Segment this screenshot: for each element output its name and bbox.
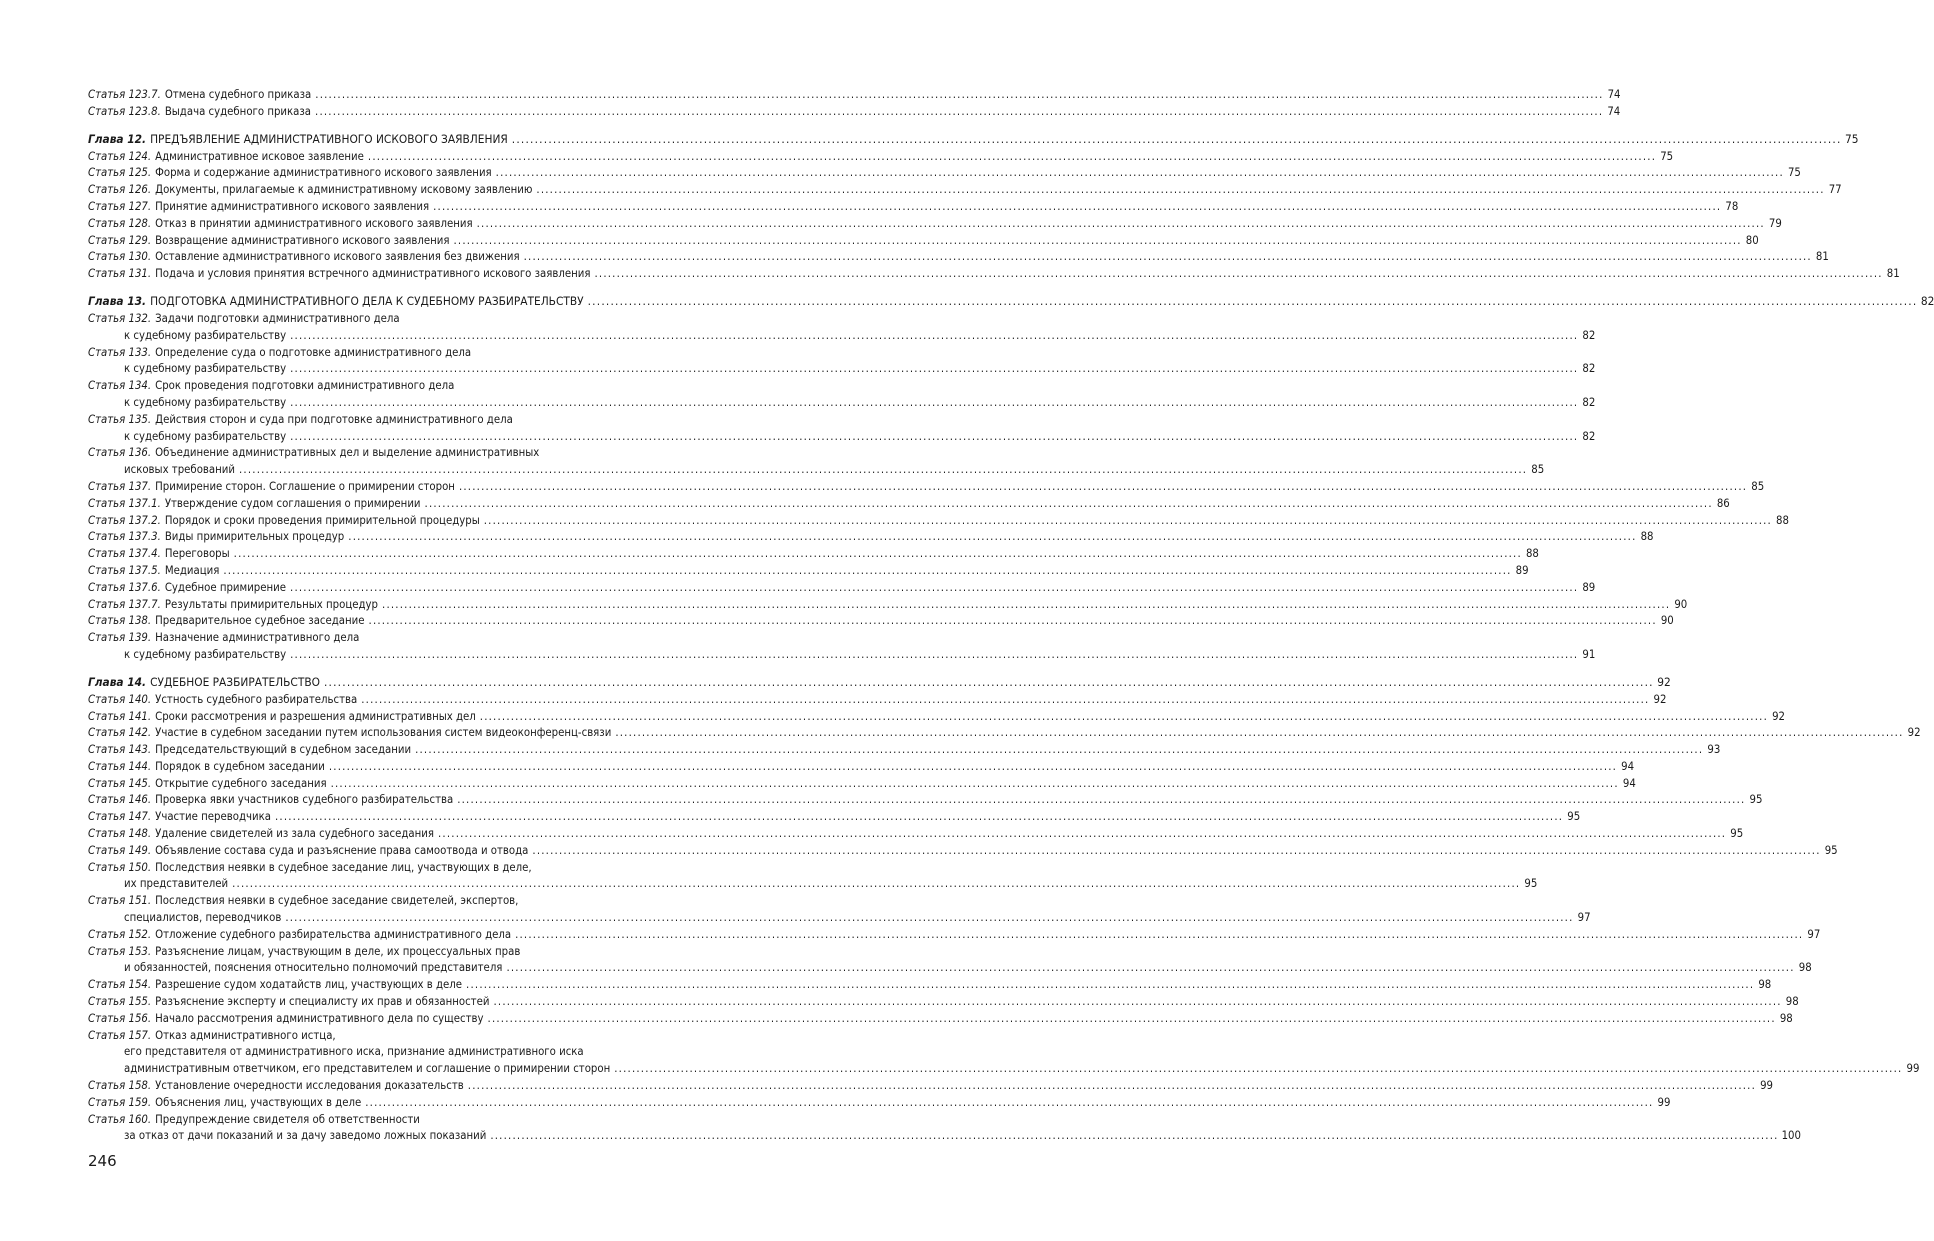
entry-label: Статья 124. [88,149,152,163]
entry-label: Статья 150. [88,860,152,874]
entry-title: Разрешение судом ходатайств лиц, участвующих в деле [155,978,463,992]
toc-entry [88,199,1739,217]
dot-leader [532,183,1827,196]
toc-entry [88,149,1674,167]
entry-label: Статья 125. [88,166,152,180]
entry-label: Статья 137.3. [88,530,161,544]
entry-label: Статья 130. [88,250,152,264]
entry-page: 82 [1582,362,1596,376]
entry-page: 98 [1785,995,1799,1009]
entry-title: Удаление свидетелей из зала судебного заседания [155,827,434,841]
entry-page: 77 [1828,183,1842,197]
entry-label: Статья 126. [88,183,152,197]
toc-entry [88,614,1674,631]
entry-title-continued: исковых требований [124,463,235,477]
toc-entry [88,166,1801,183]
entry-title-continued: к судебному разбирательству [124,328,287,342]
entry-page: 75 [1787,166,1801,180]
entry-title: Медиация [164,563,220,577]
toc-entry [88,513,1789,531]
dot-leader [235,463,1530,476]
entry-title: Установление очередности исследования доказательств [155,1079,464,1093]
entry-title: ПОДГОТОВКА АДМИНИСТРАТИВНОГО ДЕЛА К СУДЕБНОМУ РАЗБИРАТЕЛЬСТВУ [150,293,584,308]
entry-title: Последствия неявки в судебное заседание лиц, участвующих в деле, [155,860,532,874]
toc-entry [88,1079,1774,1096]
toc-entry-continuation [88,647,1596,665]
entry-title: Объявление состава суда и разъяснение права самоотвода и отвода [155,843,529,857]
dot-leader [462,978,1757,991]
toc-entry-continuation [88,362,1596,379]
entry-title: Назначение административного дела [155,631,360,645]
entry-page: 89 [1582,580,1596,594]
dot-leader [286,648,1581,661]
entry-title: Последствия неявки в судебное заседание свидетелей, экспертов, [155,894,519,908]
entry-title: Разъяснение эксперту и специалисту их прав и обязанностей [155,995,490,1009]
toc-entry [88,547,1539,564]
dot-leader [320,675,1657,689]
entry-title: Предварительное судебное заседание [155,614,365,628]
entry-label: Статья 158. [88,1079,152,1093]
entry-page: 74 [1607,88,1621,101]
entry-label: Статья 157. [88,1028,152,1042]
toc-entry [88,580,1596,598]
entry-title: Оставление административного искового заявления без движения [155,250,520,264]
entry-page: 85 [1751,479,1765,493]
dot-leader [492,166,1787,179]
entry-label: Статья 129. [88,233,152,247]
entry-page: 82 [1582,429,1596,443]
chapter-heading [88,674,1671,693]
dot-leader [411,743,1706,756]
entry-label: Статья 151. [88,894,152,908]
section-gap [88,665,710,675]
entry-page: 95 [1524,877,1538,891]
toc-entry-continuation [88,1129,1801,1146]
toc-entry-continuation [88,1062,1920,1079]
toc-entry-continuation [88,463,1545,480]
entry-title-continued: к судебному разбирательству [124,362,287,376]
entry-page: 81 [1815,250,1829,264]
toc-entry [88,267,1900,284]
toc-entry [88,631,710,648]
dot-leader [476,710,1771,723]
toc-entry [88,250,1829,267]
entry-title: Определение суда о подготовке административного дела [155,345,472,359]
dot-leader [271,810,1566,823]
entry-title: Начало рассмотрения административного дела по существу [155,1011,484,1025]
entry-page: 82 [1582,395,1596,409]
dot-leader [528,844,1823,857]
dot-leader [230,547,1525,560]
entry-title: Выдача судебного приказа [164,104,312,118]
entry-page: 95 [1824,843,1838,857]
toc-entry [88,692,1667,710]
entry-title: Принятие административного искового заявления [155,199,430,213]
entry-title-continued: к судебному разбирательству [124,647,287,661]
table-of-contents [88,88,1934,1146]
entry-page: 99 [1760,1079,1774,1093]
dot-leader [610,1062,1905,1075]
entry-title: Участие в судебном заседании путем использования систем видеоконференц-связи [155,726,612,740]
dot-leader [361,1096,1656,1109]
entry-title: Отложение судебного разбирательства административного дела [155,927,512,941]
toc-entry [88,978,1772,995]
dot-leader [449,234,1744,247]
entry-label: Статья 136. [88,446,152,460]
section-gap [88,284,710,294]
entry-page: 98 [1779,1011,1793,1025]
toc-entry-continuation [88,395,1596,413]
entry-label: Статья 144. [88,759,152,773]
dot-leader [219,564,1514,577]
entry-title: Задачи подготовки административного дела [155,311,400,325]
entry-page: 92 [1657,674,1671,689]
entry-title: Объединение административных дел и выделение административных [155,446,540,460]
entry-page: 92 [1907,726,1921,740]
entry-label: Статья 141. [88,709,152,723]
entry-title-continued: их представителей [124,877,229,891]
entry-title: Административное исковое заявление [155,149,364,163]
dot-leader [511,928,1806,941]
toc-entry [88,216,1782,234]
entry-label: Статья 132. [88,311,152,325]
dot-leader [286,362,1581,375]
dot-leader [590,267,1885,280]
dot-leader [453,793,1748,806]
dot-leader [327,777,1622,790]
entry-page: 95 [1567,810,1581,824]
entry-page: 99 [1657,1095,1671,1109]
dot-leader [344,530,1639,543]
entry-title-continued: административным ответчиком, его представителем и соглашение о примирении сторон [124,1062,611,1076]
dot-leader [508,132,1845,146]
dot-leader [584,294,1921,308]
entry-title: Примирение сторон. Соглашение о примирении сторон [155,479,455,493]
entry-label: Статья 156. [88,1011,152,1025]
entry-title: Предупреждение свидетеля об ответственности [155,1112,420,1126]
toc-entry [88,597,1688,615]
toc-entry [88,312,710,329]
entry-label: Статья 135. [88,412,152,426]
toc-entry [88,379,710,396]
entry-label: Статья 131. [88,267,152,281]
entry-title: Сроки рассмотрения и разрешения административных дел [155,709,476,723]
entry-title: Порядок в судебном заседании [155,759,325,773]
entry-title: СУДЕБНОЕ РАЗБИРАТЕЛЬСТВО [150,674,320,689]
entry-page: 78 [1725,199,1739,213]
dot-leader [325,760,1620,773]
entry-label: Статья 149. [88,843,152,857]
entry-page: 88 [1776,513,1789,527]
toc-entry [88,1029,710,1046]
entry-label: Статья 128. [88,216,152,230]
entry-page: 82 [1582,328,1596,342]
entry-title: Виды примирительных процедур [164,530,345,544]
toc-entry-continuation [88,429,1596,447]
entry-title: Действия сторон и суда при подготовке административного дела [155,412,513,426]
toc-entry [88,233,1759,251]
dot-leader [486,1129,1781,1142]
entry-title: Документы, прилагаемые к административному исковому заявлению [155,183,533,197]
dot-leader [421,497,1716,510]
entry-title: Разъяснение лицам, участвующим в деле, их процессуальных прав [155,944,521,958]
entry-title-continued: за отказ от дачи показаний и за дачу заведомо ложных показаний [124,1129,487,1143]
dot-leader [286,430,1581,443]
entry-page: 92 [1772,709,1785,723]
dot-leader [228,877,1523,890]
entry-page: 88 [1640,530,1654,544]
entry-page: 81 [1886,267,1900,281]
entry-title-continued: его представителя от административного иска, признание административного иска [124,1045,584,1059]
entry-label: Статья 138. [88,614,152,628]
dot-leader [281,911,1576,924]
entry-label: Статья 160. [88,1112,152,1126]
dot-leader [286,581,1581,594]
entry-label: Статья 145. [88,776,152,790]
entry-title: Форма и содержание административного искового заявления [155,166,492,180]
entry-page: 100 [1781,1129,1801,1143]
entry-label: Статья 143. [88,743,152,757]
toc-entry-continuation [88,1045,710,1062]
entry-label: Статья 137.6. [88,580,161,594]
entry-title: Председательствующий в судебном заседании [155,743,412,757]
toc-entry [88,1011,1793,1029]
entry-title: Отказ в принятии административного искового заявления [155,216,473,230]
dot-leader [520,250,1815,263]
toc-entry [88,843,1838,861]
entry-page: 98 [1758,978,1772,992]
dot-leader [365,614,1660,627]
dot-leader [489,995,1784,1008]
entry-label: Глава 13. [88,293,147,308]
toc-entry [88,88,1621,105]
entry-title-continued: специалистов, переводчиков [124,911,282,925]
toc-entry [88,346,710,363]
toc-entry [88,709,1785,727]
toc-entry [88,530,1654,547]
entry-page: 90 [1674,597,1688,611]
entry-page: 82 [1920,293,1934,308]
entry-label: Статья 127. [88,199,152,213]
toc-entry [88,995,1799,1012]
entry-label: Статья 123.7. [88,88,161,101]
entry-page: 89 [1515,563,1529,577]
entry-label: Статья 137.5. [88,563,161,577]
entry-title: Устность судебного разбирательства [155,692,358,706]
toc-entry [88,563,1529,581]
entry-page: 94 [1621,759,1635,773]
dot-leader [311,88,1606,101]
entry-label: Статья 140. [88,692,152,706]
dot-leader [378,598,1673,611]
entry-label: Статья 153. [88,944,152,958]
entry-page: 75 [1660,149,1674,163]
entry-page: 97 [1807,927,1821,941]
toc-entry [88,413,710,430]
entry-title: Объяснения лиц, участвующих в деле [155,1095,362,1109]
dot-leader [286,329,1581,342]
entry-label: Статья 139. [88,631,152,645]
entry-label: Статья 155. [88,995,152,1009]
toc-entry [88,945,710,962]
entry-label: Статья 133. [88,345,152,359]
entry-label: Статья 134. [88,379,152,393]
toc-entry-continuation [88,328,1596,346]
toc-entry [88,1113,710,1130]
entry-label: Статья 137.1. [88,496,161,510]
entry-title: Судебное примирение [164,580,287,594]
toc-entry [88,810,1581,827]
dot-leader [611,726,1906,739]
section-gap [88,122,710,132]
toc-entry [88,827,1744,844]
entry-label: Статья 152. [88,927,152,941]
dot-leader [502,961,1797,974]
toc-entry [88,927,1821,945]
entry-label: Статья 146. [88,793,152,807]
entry-title: Порядок и сроки проведения примирительной процедуры [164,513,480,527]
entry-label: Статья 137. [88,479,152,493]
entry-title: Отказ административного истца, [155,1028,336,1042]
dot-leader [484,1012,1779,1025]
entry-title: Утверждение судом соглашения о примирении [164,496,421,510]
dot-leader [429,200,1724,213]
dot-leader [311,105,1606,118]
toc-entry-continuation [88,877,1538,894]
chapter-heading [88,131,1859,150]
entry-page: 85 [1531,463,1545,477]
toc-entry-continuation [88,911,1591,928]
entry-title: Возвращение административного искового заявления [155,233,450,247]
entry-label: Статья 137.7. [88,597,161,611]
entry-page: 88 [1525,547,1539,561]
toc-entry [88,496,1730,514]
entry-label: Глава 14. [88,674,147,689]
entry-label: Статья 159. [88,1095,152,1109]
toc-entry [88,446,710,463]
entry-title: ПРЕДЪЯВЛЕНИЕ АДМИНИСТРАТИВНОГО ИСКОВОГО ЗАЯВЛЕНИЯ [150,131,508,146]
page-number: 246 [88,1152,117,1170]
entry-page: 90 [1660,614,1674,628]
entry-label: Статья 137.4. [88,547,161,561]
entry-title-continued: к судебному разбирательству [124,395,287,409]
entry-title: Участие переводчика [155,810,271,824]
entry-page: 94 [1622,776,1636,790]
entry-label: Статья 147. [88,810,152,824]
dot-leader [473,217,1768,230]
entry-title: Подача и условия принятия встречного административного искового заявления [155,267,591,281]
entry-title-continued: и обязанностей, пояснения относительно полномочий представителя [124,961,503,975]
entry-page: 80 [1745,233,1759,247]
entry-page: 92 [1653,692,1667,706]
entry-page: 93 [1707,743,1721,757]
entry-title: Переговоры [164,547,230,561]
toc-entry-continuation [88,961,1812,978]
dot-leader [480,514,1775,527]
dot-leader [434,827,1729,840]
entry-title: Отмена судебного приказа [164,88,312,101]
toc-entry [88,743,1721,760]
entry-page: 99 [1906,1062,1920,1076]
entry-title: Открытие судебного заседания [155,776,327,790]
entry-page: 74 [1607,104,1621,118]
entry-page: 95 [1749,793,1763,807]
entry-label: Глава 12. [88,131,147,146]
toc-entry [88,759,1635,777]
entry-page: 98 [1798,961,1812,975]
toc-entry [88,479,1765,497]
dot-leader [286,396,1581,409]
toc-entry [88,793,1763,810]
dot-leader [364,150,1659,163]
entry-page: 97 [1577,911,1591,925]
dot-leader [455,480,1750,493]
toc-entry [88,183,1842,200]
toc-entry [88,104,1621,122]
toc-entry [88,1095,1671,1113]
toc-entry [88,726,1921,743]
entry-label: Статья 137.2. [88,513,161,527]
entry-label: Статья 154. [88,978,152,992]
entry-title: Проверка явки участников судебного разбирательства [155,793,454,807]
dot-leader [464,1079,1759,1092]
entry-title-continued: к судебному разбирательству [124,429,287,443]
toc-entry [88,776,1636,794]
entry-title: Результаты примирительных процедур [164,597,379,611]
entry-page: 91 [1582,647,1596,661]
entry-title: Срок проведения подготовки административного дела [155,379,455,393]
entry-page: 86 [1716,496,1730,510]
entry-page: 95 [1730,827,1744,841]
chapter-heading [88,293,1934,312]
entry-label: Статья 142. [88,726,152,740]
toc-entry [88,894,710,911]
entry-label: Статья 123.8. [88,104,161,118]
entry-label: Статья 148. [88,827,152,841]
entry-page: 75 [1845,131,1859,146]
dot-leader [357,693,1652,706]
toc-entry [88,861,710,878]
entry-page: 79 [1768,216,1782,230]
